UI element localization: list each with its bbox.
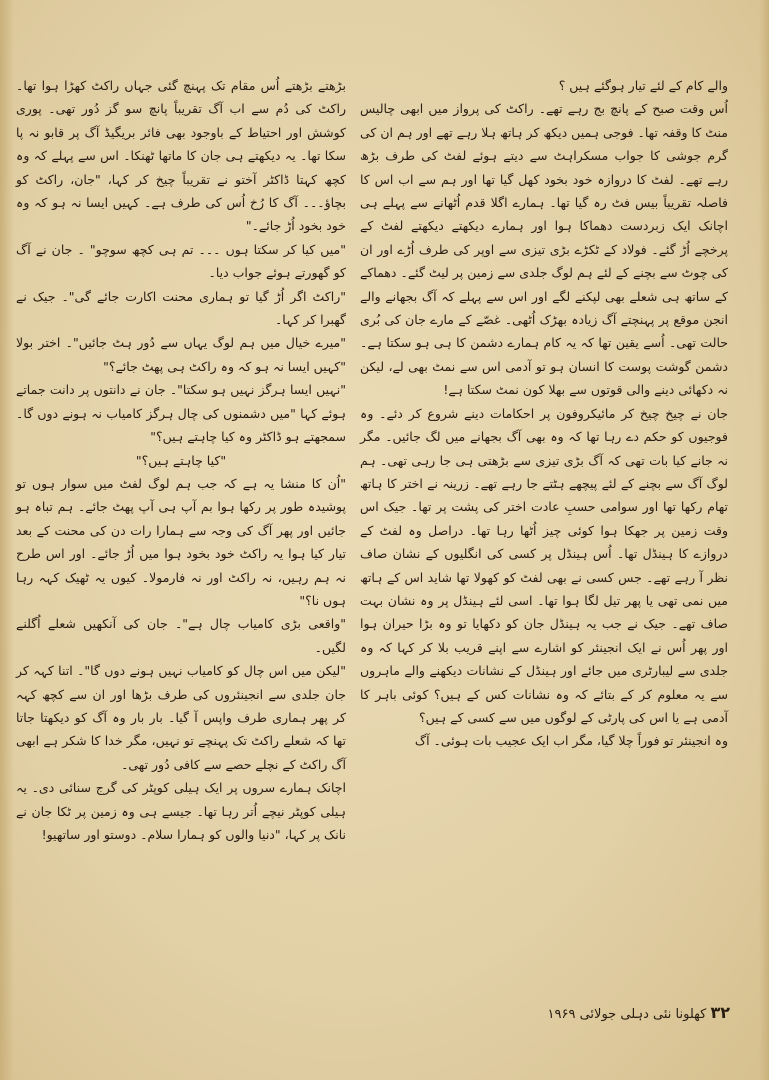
paragraph: اُس وقت صبح کے پانچ بج رہے تھے۔ راکٹ کی پرواز میں ابھی چالیس منٹ کا وقفہ تھا۔ فوجی ہمیں دیکھ کر ہاتھ ہلا رہے تھے اور ہم ان کی گرم جوشی کا جواب مسکراہٹ سے دیتے ہوئے لفٹ کی طرف بڑھ رہے تھے۔ لفٹ کا دروازہ خود بخود کھل گیا تھا اور ہم سے اب اس کا فاصلہ تقریباً بیس فٹ رہ گیا تھا۔ ہمارے اگلا قدم اُٹھانے سے پہلے ہی اچانک ایک زبردست دھماکا ہوا اور ہمارے دیکھتے دیکھتے لفٹ کے پرخچے اُڑ گئے۔ فولاد کے ٹکڑے بڑی تیزی سے اوپر کی طرف اُڑے اور ان کی چوٹ سے بچنے کے لئے ہم لوگ جلدی سے زمین پر لیٹ گئے۔ دھماکے کے ساتھ ہی شعلے بھی لپکنے لگے اور اس سے پہلے کہ آگ بجھانے والے انجن موقع پر پہنچتے آگ زیادہ بھڑک اُٹھی۔ غصّے کے مارے جان کی بُری حالت تھی۔ اُسے یقین تھا کہ یہ کام ہمارے دشمن کا ہی ہو سکتا ہے۔ دشمن گوشت پوست کا انسان ہو تو آدمی اس سے نمٹ بھی لے، لیکن نہ دکھائی دینے والی قوتوں سے بھلا کون نمٹ سکتا ہے!	[360, 101, 728, 398]
paragraph: "کیا چاہتے ہیں؟"	[135, 452, 227, 468]
paragraph: جان نے چیخ چیخ کر مائیکروفون پر احکامات دینے شروع کر دئے۔ وہ فوجیوں کو حکم دے رہا تھا کہ وہ بھی آگ بجھانے میں لگ جائیں۔ مگر نہ جانے کیا بات تھی کہ آگ بڑی تیزی سے بڑھتی ہی جا رہی تھی۔ ہم لوگ آگ سے بچنے کے لئے پیچھے ہٹتے جا رہے تھے۔ زرینہ نے اختر کا ہاتھ تھام رکھا تھا اور سوامی حسبِ عادت اختر کی پشت پر تھا۔ جیک اس وقت زمین پر جھکا ہوا کوئی چیز اُٹھا رہا تھا۔ دراصل وہ لفٹ کے دروازے کا ہینڈل تھا۔ اُس ہینڈل پر کسی کی انگلیوں کے نشان صاف نظر آ رہے تھے۔ جس کسی نے بھی لفٹ کو کھولا تھا شاید اس کے ہاتھ میں نمی تھی یا پھر تیل لگا ہوا تھا۔ اسی لئے ہینڈل پر وہ نشان بہت صاف تھے۔ جیک نے جب یہ ہینڈل جان کو دکھایا تو وہ بڑا حیران ہوا اور پھر اُس نے ایک انجینئر کو اشارے سے اپنے قریب بلا کر کہا کہ وہ جلدی سے لیبارٹری میں جائے اور ہینڈل کے نشانات دیکھنے والے ماہروں سے یہ معلوم کر کے بتائے کہ وہ نشانات کس کے ہیں؟ کوئی باہر کا آدمی ہے یا اس کی پارٹی کے لوگوں میں سے کسی کے ہیں؟	[360, 405, 728, 725]
paragraph: "اُن کا منشا یہ ہے کہ جب ہم لوگ لفٹ میں سوار ہوں تو پوشیدہ طور پر رکھا ہوا بم آپ ہی آپ پھٹ جائے۔ ہم تباہ ہو جائیں اور پھر آگ کی وجہ سے ہمارا رات دن کی محنت کے بعد تیار کیا ہوا یہ راکٹ خود بخود ہوا میں اُڑ جائے۔ اور اس طرح نہ ہم رہیں، نہ راکٹ اور نہ فارمولا۔ کیوں یہ ٹھیک کہہ رہا ہوں نا؟"	[16, 475, 346, 608]
page-footer	[500, 1004, 730, 1024]
paragraph: "میں کیا کر سکتا ہوں ۔۔۔ تم ہی کچھ سوچو" ۔ جان نے آگ کو گھورتے ہوئے جواب دیا۔	[16, 241, 346, 281]
paragraph: وہ انجینئر تو فوراً چلا گیا، مگر اب ایک عجیب بات ہوئی۔ آگ	[414, 733, 728, 749]
text-column-right	[360, 74, 728, 753]
paragraph: "میرے خیال میں ہم لوگ یہاں سے دُور ہٹ جائیں"۔ اختر بولا "کہیں ایسا نہ ہو کہ وہ راکٹ ہی پھٹ جائے؟"	[16, 335, 346, 374]
paragraph: "لیکن میں اس چال کو کامیاب نہیں ہونے دوں گا"۔ اتنا کہہ کر جان جلدی سے انجینئروں کی طرف بڑھا اور ان سے کچھ کہہ کر پھر ہماری طرف واپس آ گیا۔ بار بار وہ آگ کو دیکھتا جاتا تھا کہ شعلے راکٹ تک پہنچے تو نہیں، مگر خدا کا شکر ہے ابھی آگ راکٹ کے نچلے حصے سے کافی دُور تھی۔	[16, 663, 346, 772]
paragraph: بڑھتے بڑھتے اُس مقام تک پہنچ گئی جہاں راکٹ کھڑا ہوا تھا۔ راکٹ کی دُم سے اب آگ تقریباً پانچ سو گز دُور تھی۔ پوری کوشش اور احتیاط کے باوجود بھی فائر بریگیڈ آگ پر قابو نہ پا سکا تھا۔ یہ دیکھتے ہی جان کا ماتھا ٹھنکا۔ اس سے پہلے کہ وہ کچھ کہتا ڈاکٹر آختو نے تقریباً چیخ کر کہا، "جان، راکٹ کو بچاؤ۔۔۔ آگ کا رُخ اُس کی طرف ہے۔ کہیں ایسا نہ ہو کہ وہ خود بخود اُڑ جائے۔"	[16, 78, 346, 234]
page-number: ۳۲	[710, 1003, 730, 1022]
paragraph: "واقعی بڑی کامیاب چال ہے"۔ جان کی آنکھیں شعلے اُگلنے لگیں۔	[16, 616, 346, 655]
scan-edge-left	[0, 0, 14, 1080]
magazine-name-date: کھلونا نئی دہلی جولائی ۱۹۶۹	[547, 1007, 707, 1022]
paragraph: والے کام کے لئے تیار ہوگئے ہیں ؟	[558, 78, 728, 93]
paragraph: "نہیں ایسا ہرگز نہیں ہو سکتا"۔ جان نے دانتوں پر دانت جماتے ہوئے کہا "میں دشمنوں کی چال ہرگز کامیاب نہ ہونے دوں گا۔ سمجھتے ہو ڈاکٹر وہ کیا چاہتے ہیں؟"	[16, 382, 346, 445]
text-column-left	[16, 74, 346, 846]
paragraph: "راکٹ اگر اُڑ گیا تو ہماری محنت اکارت جائے گی"۔ جیک نے گھبرا کر کہا۔	[16, 288, 346, 328]
paragraph: اچانک ہمارے سروں پر ایک ہیلی کوپٹر کی گرج سنائی دی۔ یہ ہیلی کوپٹر نیچے اُتر رہا تھا۔ جیسے ہی وہ زمین پر ٹکا جان نے نانک پر کہا، "دنیا والوں کو ہمارا سلام۔ دوستو اور ساتھیو!	[16, 780, 346, 842]
scan-edge-right	[759, 0, 769, 1080]
